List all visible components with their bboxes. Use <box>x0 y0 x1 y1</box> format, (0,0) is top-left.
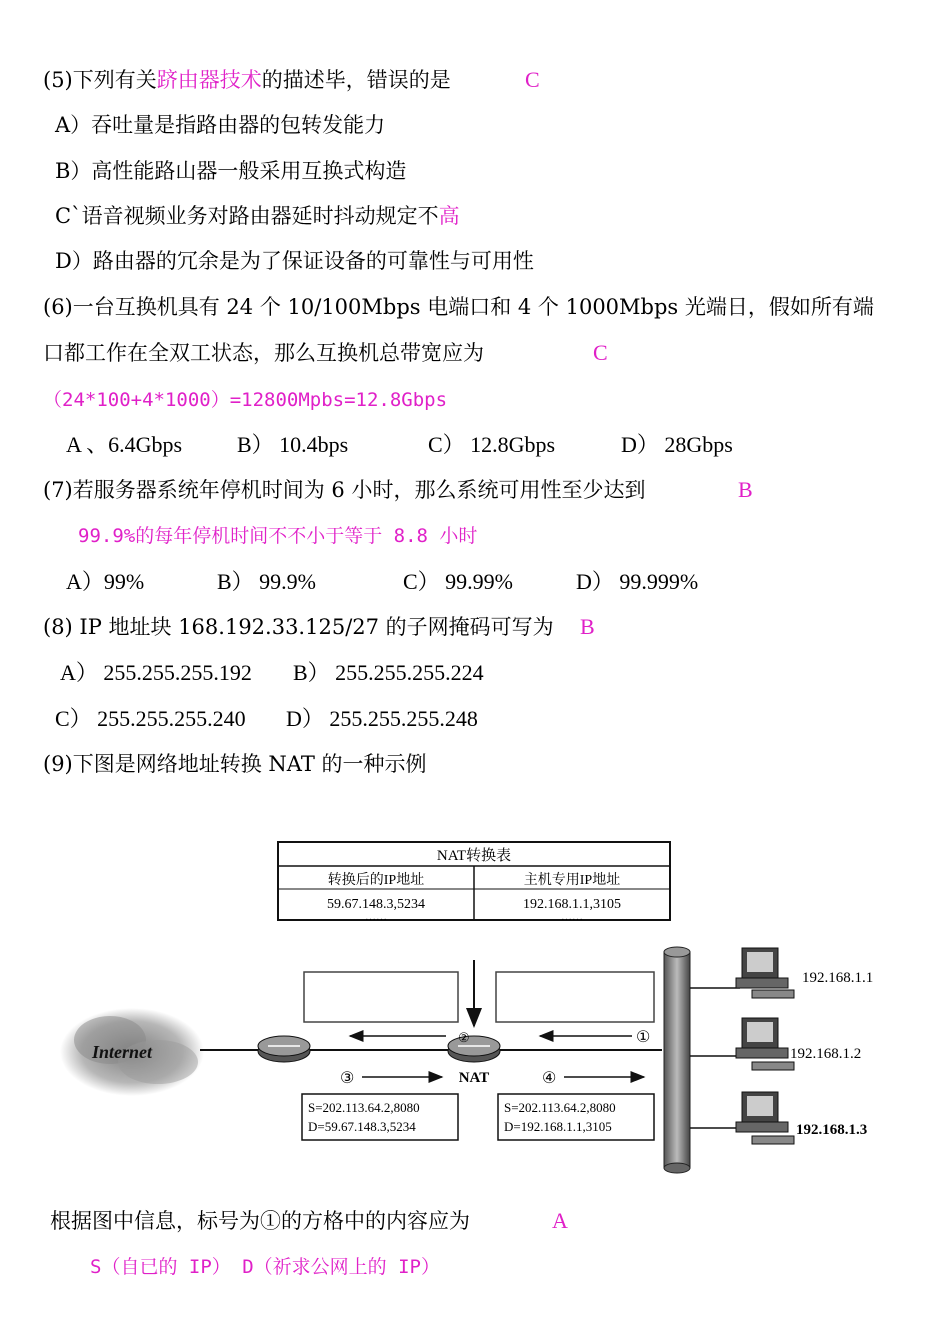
q5-stem <box>43 65 451 95</box>
nat-table-col1-ellipsis: …… <box>365 911 387 923</box>
nat-table <box>278 842 670 923</box>
marker-4: ④ <box>542 1070 557 1087</box>
marker-2: ② <box>458 1030 470 1045</box>
q6-option-d: D） 28Gbps <box>621 432 733 457</box>
host1-computer-icon <box>736 948 794 998</box>
q5-prefix: (5)下列有关 <box>43 68 157 92</box>
nat-table-col1-header: 转换后的IP地址 <box>327 873 425 888</box>
host3-ip: 192.168.1.3 <box>796 1122 868 1138</box>
q7-option-c: C） 99.99% <box>403 569 514 594</box>
marker-3: ③ <box>340 1070 355 1087</box>
box3-destination: D=59.67.148.3,5234 <box>308 1119 416 1134</box>
q6-stem-line1: (6)一台互换机具有 24 个 10/100Mbps 电端口和 4 个 1000Mbps 光端日，假如所有端 <box>43 295 874 319</box>
marker-3-packet-box <box>302 1094 458 1140</box>
host2-computer-icon <box>736 1018 794 1070</box>
q9-answer: A <box>552 1208 568 1233</box>
marker-1: ① <box>636 1029 651 1046</box>
box4-source: S=202.113.64.2,8080 <box>504 1100 616 1115</box>
marker-1-packet-box <box>496 972 654 1022</box>
q7-option-b: B） 99.9% <box>217 569 317 594</box>
q6-option-b: B） 10.4bps <box>237 432 349 457</box>
nat-table-title: NAT转换表 <box>436 848 512 864</box>
q9-stem: (9)下图是网络地址转换 NAT 的一种示例 <box>43 752 427 776</box>
q5-option-c <box>55 201 460 231</box>
q7-option-d: D） 99.999% <box>576 569 699 594</box>
q8-answer: B <box>580 614 595 639</box>
q5-option-c-highlight: 高 <box>438 204 460 228</box>
q7-option-a: A）99% <box>66 569 145 594</box>
q7-answer: B <box>738 477 753 502</box>
marker-4-packet-box <box>498 1094 654 1140</box>
nat-table-col2-ellipsis: …… <box>561 911 583 923</box>
left-packet-box-empty <box>304 972 458 1022</box>
internet-cloud <box>60 1008 204 1096</box>
box3-source: S=202.113.64.2,8080 <box>308 1100 420 1115</box>
q8-option-b: B） 255.255.255.224 <box>293 660 484 685</box>
nat-table-col1-value: 59.67.148.3,5234 <box>327 897 425 912</box>
internet-router-icon <box>258 1036 310 1062</box>
nat-table-col2-value: 192.168.1.1,3105 <box>523 897 621 912</box>
q5-suffix: 的描述毕，错误的是 <box>261 68 451 92</box>
lan-backbone <box>664 947 690 1173</box>
q9-explanation: S（自已的 IP） D（祈求公网上的 IP） <box>90 1256 440 1278</box>
q5-option-c-text: C`语音视频业务对路由器延时抖动规定不 <box>55 204 439 228</box>
q5-option-a: A）吞吐量是指路由器的包转发能力 <box>55 113 386 137</box>
q6-option-c: C） 12.8Gbps <box>428 432 556 457</box>
host1-ip: 192.168.1.1 <box>802 970 874 986</box>
nat-table-col2-header: 主机专用IP地址 <box>523 873 621 888</box>
q8-option-a: A） 255.255.255.192 <box>60 660 252 685</box>
q5-highlight: 跻由器技术 <box>156 68 262 92</box>
q9-question: 根据图中信息，标号为①的方格中的内容应为 <box>50 1209 470 1233</box>
nat-label: NAT <box>458 1070 490 1086</box>
q5-answer: C <box>525 67 540 92</box>
q8-option-d: D） 255.255.255.248 <box>286 706 478 731</box>
box4-destination: D=192.168.1.1,3105 <box>504 1119 612 1134</box>
nat-diagram <box>50 830 908 1182</box>
host3-computer-icon <box>736 1092 794 1144</box>
host2-ip: 192.168.1.2 <box>790 1046 862 1062</box>
q6-calculation: （24*100+4*1000）=12800Mpbs=12.8Gbps <box>43 389 448 411</box>
nat-router-icon <box>448 1036 500 1062</box>
q8-option-c: C） 255.255.255.240 <box>55 706 246 731</box>
q5-option-b: B）高性能路山器一般采用互换式构造 <box>55 159 407 183</box>
q7-note: 99.9%的每年停机时间不不小于等于 8.8 小时 <box>78 525 478 547</box>
q7-stem: (7)若服务器系统年停机时间为 6 小时，那么系统可用性至少达到 <box>43 478 646 502</box>
q8-stem: (8) IP 地址块 168.192.33.125/27 的子网掩码可写为 <box>43 615 554 639</box>
q6-option-a: A 、6.4Gbps <box>66 432 183 457</box>
internet-label: Internet <box>91 1042 153 1062</box>
q6-answer: C <box>593 340 608 365</box>
q6-stem-line2: 口都工作在全双工状态，那么互换机总带宽应为 <box>43 341 484 365</box>
q5-option-d: D）路由器的冗余是为了保证设备的可靠性与可用性 <box>55 249 534 273</box>
